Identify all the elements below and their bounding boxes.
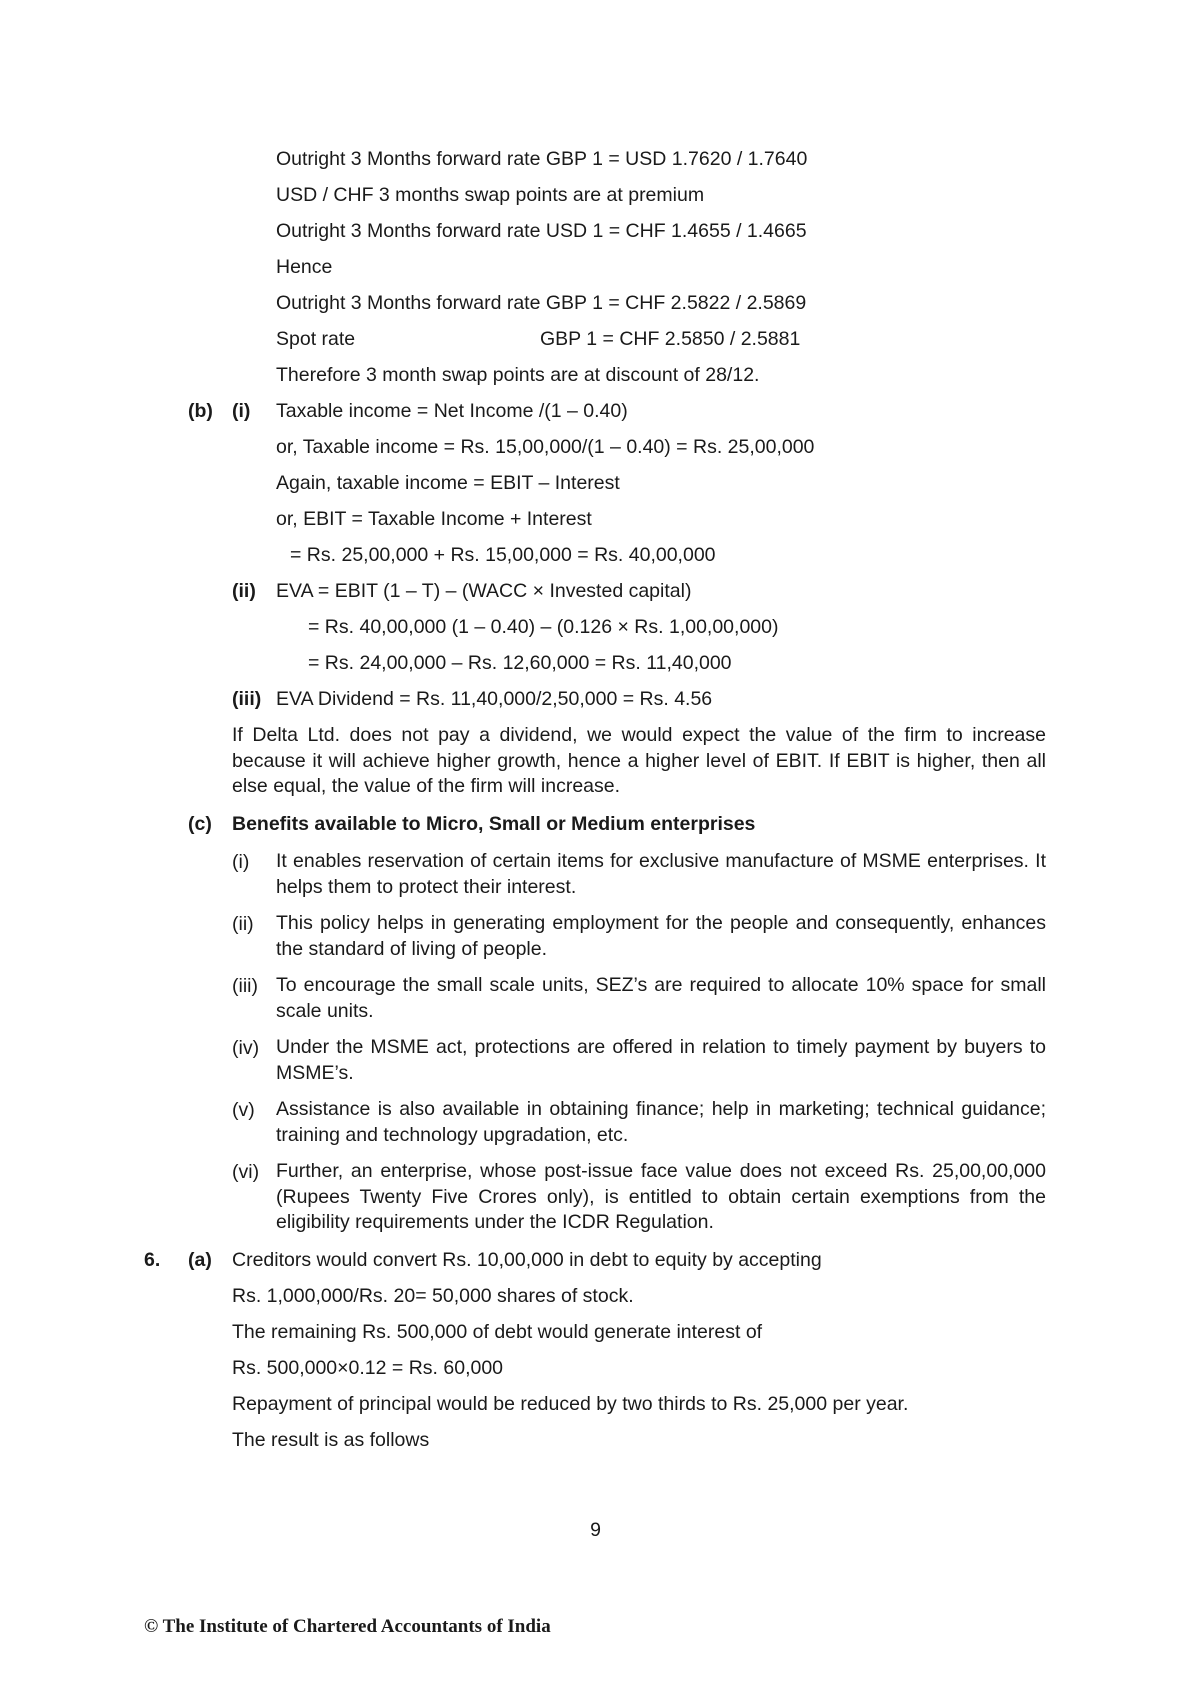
- benefit-text: Under the MSME act, protections are offered in relation to timely payment by buyers to MSME’s.: [276, 1036, 1046, 1084]
- spot-rate-label: Spot rate: [276, 328, 356, 350]
- dividend-conclusion-paragraph: If Delta Ltd. does not pay a dividend, we would expect the value of the firm to increase because it will achieve higher growth, hence a higher level of EBIT. If EBIT is higher, then all else equal, the value of the firm will increase.: [232, 724, 1046, 797]
- taxable-income-formula: Taxable income = Net Income /(1 – 0.40): [276, 400, 628, 422]
- part-b-label: (b): [188, 400, 213, 422]
- fx-line-gbp-chf-forward: Outright 3 Months forward rate GBP 1 = CHF 2.5822 / 2.5869: [276, 292, 807, 314]
- eva-formula: EVA = EBIT (1 – T) – (WACC × Invested capital): [276, 580, 692, 602]
- fx-line-swap-premium: USD / CHF 3 months swap points are at premium: [276, 184, 705, 206]
- page-number: 9: [590, 1519, 601, 1541]
- benefit-text: Further, an enterprise, whose post-issue face value does not exceed Rs. 25,00,00,000 (Rupees Twenty Five Crores only), is entitled to obtain certain exemptions from the eligibility requirements under the ICDR Regulation.: [276, 1160, 1046, 1233]
- q6-line-interest: Rs. 500,000×0.12 = Rs. 60,000: [232, 1357, 504, 1379]
- benefit-text: It enables reservation of certain items for exclusive manufacture of MSME enterprises. It helps them to protect their interest.: [276, 850, 1046, 898]
- q6-line-shares: Rs. 1,000,000/Rs. 20= 50,000 shares of stock.: [232, 1285, 634, 1307]
- benefit-text: This policy helps in generating employment for the people and consequently, enhances the standard of living of people.: [276, 912, 1046, 960]
- benefit-label: (i): [232, 851, 250, 873]
- eva-calc-1: = Rs. 40,00,000 (1 – 0.40) – (0.126 × Rs. 1,00,00,000): [308, 616, 779, 638]
- q6-part-a-label: (a): [188, 1249, 212, 1271]
- benefit-label: (v): [232, 1099, 255, 1121]
- taxable-income-ebit: Again, taxable income = EBIT – Interest: [276, 472, 620, 494]
- spot-rate-value: GBP 1 = CHF 2.5850 / 2.5881: [540, 328, 801, 350]
- taxable-income-calc: or, Taxable income = Rs. 15,00,000/(1 – 0.40) = Rs. 25,00,000: [276, 436, 815, 458]
- benefit-label: (iv): [232, 1037, 260, 1059]
- ebit-formula: or, EBIT = Taxable Income + Interest: [276, 508, 592, 530]
- ebit-calc: = Rs. 25,00,000 + Rs. 15,00,000 = Rs. 40,00,000: [290, 544, 716, 566]
- part-b-ii-label: (ii): [232, 580, 256, 602]
- benefit-text: Assistance is also available in obtaining finance; help in marketing; technical guidance; training and technology upgradation, etc.: [276, 1098, 1046, 1146]
- q6-line-remaining-debt: The remaining Rs. 500,000 of debt would generate interest of: [232, 1321, 763, 1343]
- benefit-label: (vi): [232, 1161, 260, 1183]
- q6-line-result: The result is as follows: [232, 1429, 430, 1451]
- fx-line-gbp-usd-forward: Outright 3 Months forward rate GBP 1 = USD 1.7620 / 1.7640: [276, 148, 808, 170]
- eva-calc-2: = Rs. 24,00,000 – Rs. 12,60,000 = Rs. 11,40,000: [308, 652, 732, 674]
- benefit-label: (ii): [232, 913, 254, 935]
- part-c-label: (c): [188, 813, 212, 835]
- benefit-text: To encourage the small scale units, SEZ’s are required to allocate 10% space for small scale units.: [276, 974, 1046, 1022]
- fx-line-usd-chf-forward: Outright 3 Months forward rate USD 1 = CHF 1.4655 / 1.4665: [276, 220, 807, 242]
- part-b-iii-label: (iii): [232, 688, 262, 710]
- q6-line-creditors: Creditors would convert Rs. 10,00,000 in debt to equity by accepting: [232, 1249, 822, 1271]
- fx-line-swap-discount: Therefore 3 month swap points are at discount of 28/12.: [276, 364, 760, 386]
- eva-dividend: EVA Dividend = Rs. 11,40,000/2,50,000 = Rs. 4.56: [276, 688, 713, 710]
- q6-line-repayment: Repayment of principal would be reduced by two thirds to Rs. 25,000 per year.: [232, 1393, 909, 1415]
- fx-line-hence: Hence: [276, 256, 333, 278]
- question-6-number: 6.: [144, 1249, 161, 1271]
- msme-benefits-heading: Benefits available to Micro, Small or Medium enterprises: [232, 813, 756, 835]
- copyright-footer: © The Institute of Chartered Accountants of India: [144, 1616, 551, 1637]
- part-b-i-label: (i): [232, 400, 251, 422]
- benefit-label: (iii): [232, 975, 258, 997]
